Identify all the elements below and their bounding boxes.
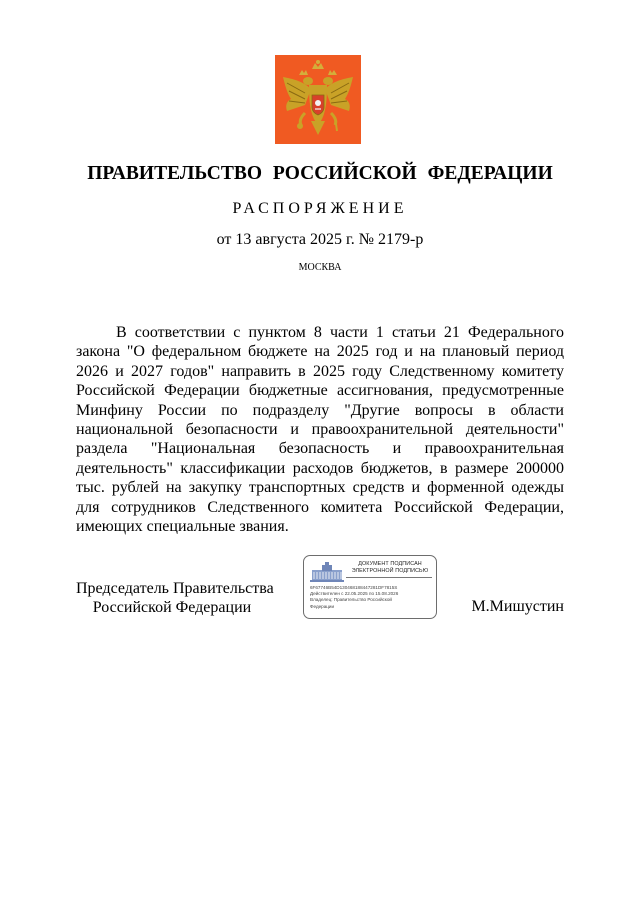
signer-name: М.Мишустин	[471, 598, 564, 615]
order-text: В соответствии с пунктом 8 части 1 статьи 21 Федерального закона "О федеральном бюджете на 2025 год и на плановый период 2026 и 2027 годов" направить в 2025 году Следственному комитету Российской Федерации бюджетные ассигнования, предусмотренные Минфину России по подразделу "Другие вопросы в области национальной безопасности и правоохранительной деятельности" раздела "Национальная безопасность и правоохранительная деятельность" классификации расходов бюджетов, в размере 200000 тыс. рублей на закупку транспортных средств и форменной одежды для сотрудников Следственного комитета Российской Федерации, имеющих специальные звания.	[76, 324, 564, 536]
signer-position-line2: Российской Федерации	[92, 599, 252, 616]
document-type: РАСПОРЯЖЕНИЕ	[232, 200, 408, 217]
stamp-details	[310, 585, 434, 610]
signer-position	[76, 579, 274, 617]
document-city: МОСКВА	[298, 262, 342, 273]
government-building-icon	[310, 562, 344, 582]
signer-position-line1: Председатель Правительства	[76, 580, 274, 597]
coat-of-arms-icon	[275, 55, 361, 144]
stamp-header-line1: ДОКУМЕНТ ПОДПИСАН	[358, 561, 422, 567]
electronic-signature-stamp	[303, 555, 437, 619]
stamp-divider	[346, 577, 432, 578]
stamp-validity: Действителен с 22.05.2025 по 15.08.2026	[310, 591, 399, 597]
stamp-header	[346, 561, 434, 575]
stamp-certificate: 6F67746B54D130468188447281DF7815S	[310, 585, 398, 590]
stamp-header-line2: ЭЛЕКТРОННОЙ ПОДПИСЬЮ	[351, 568, 429, 574]
government-title: ПРАВИТЕЛЬСТВО РОССИЙСКОЙ ФЕДЕРАЦИИ	[87, 163, 553, 184]
stamp-owner-line2: Федерации	[310, 603, 335, 609]
document-date-number: от 13 августа 2025 г. № 2179-р	[216, 231, 424, 248]
stamp-owner-line1: Владелец: Правительство Российской	[310, 597, 392, 603]
